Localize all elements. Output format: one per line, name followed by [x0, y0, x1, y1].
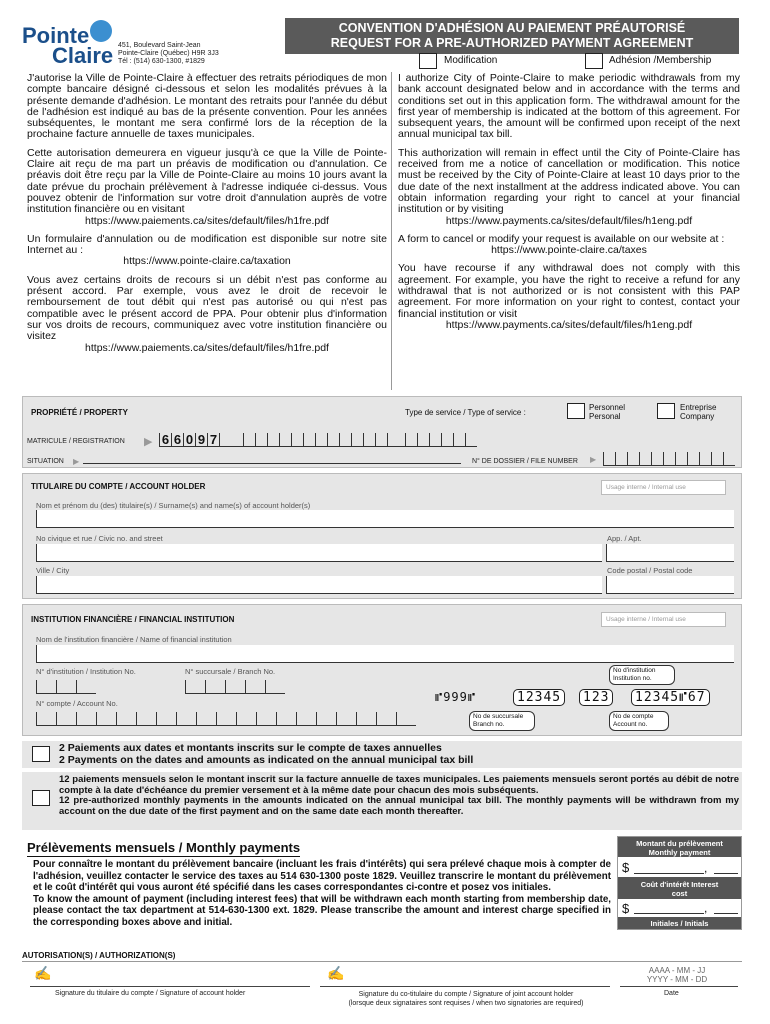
monthly-payments-text: Pour connaître le montant du prélèvement bancaire (incluant les frais d'intérêts) qui sera prélevé chaque mois à compter de l'adhésion, veuillez contacter le service des taxes au 514 630-1300 poste 1829. Veuillez transcrire le montant du prélèvement et le coût d'intérêt qui vous auront été spécifié dans les cases correspondantes ci-contre et posez vos initiales. To know the amount of payment (including interest fees) that will be withdrawn each month starting from membership date, please contact the tax department at 514-630-1300 ext. 1829. Please transcribe the amount and interest charge specified in the corresponding boxes above and initial. — [33, 859, 611, 928]
authorization-rule — [22, 961, 742, 962]
city-logo — [22, 20, 117, 66]
terms-fr-paragraph-2: Cette autorisation demeurera en vigueur jusqu'à ce que la Ville de Pointe-Claire ait reçu de ma part un préavis de modification ou d'annulation. Ce préavis doit être reçu par la Ville de Pointe-Claire au moins 10 jours avant la date prévue du prochain prélèvement à l'adresse indiquée ci-dessus. Vous pouvez obtenir de l'information sur votre droit d'annulation auprès de votre institution financière ou en visitant — [27, 146, 387, 216]
situation-label: SITUATION — [27, 458, 64, 465]
modification-label: Modification — [444, 55, 498, 66]
arrow-right-icon: ▶ — [590, 455, 597, 464]
city-input[interactable] — [36, 576, 602, 594]
terms-en-link-3[interactable]: https://www.payments.ca/sites/default/files/h1eng.pdf — [445, 318, 693, 331]
service-type-label: Type de service / Type of service : — [405, 408, 526, 417]
address-line-1: 451, Boulevard Saint-Jean — [118, 42, 201, 49]
logo-text-top: Pointe — [22, 23, 90, 48]
monthly-payments-heading: Prélèvements mensuels / Monthly payments — [27, 840, 301, 855]
terms-en-paragraph-1: I authorize City of Pointe-Claire to make periodic withdrawals from my bank account designated below and in accordance with the terms and conditions set out in this application form. The withdrawal amount for the first year of membership is indicated at the bottom of this agreement. For subsequent years, the amount will be confirmed upon receipt of the next annual municipal tax bill. — [398, 72, 740, 141]
pen-icon: ✍ — [327, 965, 345, 981]
account-no-input[interactable] — [36, 712, 416, 726]
account-holder-heading: TITULAIRE DU COMPTE / ACCOUNT HOLDER — [31, 482, 206, 491]
registration-digit: 0 — [183, 433, 195, 447]
institution-no-input[interactable] — [36, 680, 96, 694]
monthly-amount-field[interactable]: $ , — [618, 857, 741, 877]
branch-sample: 12345 — [513, 689, 565, 706]
title-fr: CONVENTION D'ADHÉSION AU PAIEMENT PRÉAUTORISÉ — [338, 21, 686, 35]
membership-label: Adhésion /Membership — [609, 55, 712, 66]
terms-fr-paragraph-4: Vous avez certains droits de recours si un débit n'est pas conforme au présent accord. Par exemple, vous avez le droit de recevoir le remboursement de tout débit qui n'est pas autorisé ou qui n'est pas compatible avec le présent accord de PPA. Pour obtenir plus d'information sur vos droits de recours, communiquez avec votre institution financière ou visitez — [27, 273, 387, 343]
joint-holder-signature-label: Signature du co-titulaire du compte / Signature of joint account holder (lorsque deux signataires sont requises / when two signatories are required) — [348, 991, 584, 1007]
institution-name-input[interactable] — [36, 645, 734, 663]
modification-checkbox[interactable] — [419, 53, 437, 69]
city-label: Ville / City — [36, 566, 70, 575]
logo-text-bottom: Claire — [52, 43, 114, 68]
terms-english — [398, 73, 740, 331]
terms-en-link-1[interactable]: https://www.payments.ca/sites/default/files/h1eng.pdf — [445, 214, 693, 227]
twelve-payments-checkbox[interactable] — [32, 790, 50, 806]
address-line-2: Pointe-Claire (Québec) H9R 3J3 — [118, 50, 219, 57]
city-address — [118, 42, 219, 66]
apt-label: App. / Apt. — [607, 534, 642, 543]
initials-field[interactable]: Initiales / Initials — [618, 917, 741, 929]
joint-holder-signature[interactable] — [320, 986, 610, 987]
account-no-label: N° compte / Account No. — [36, 699, 118, 708]
date-label: Date — [664, 990, 679, 997]
holder-names-input[interactable] — [36, 510, 734, 528]
terms-fr-paragraph-3: Un formulaire d'annulation ou de modification est disponible sur notre site Internet au : — [27, 232, 387, 257]
apt-input[interactable] — [606, 544, 734, 562]
terms-en-paragraph-4: You have recourse if any withdrawal does not comply with this agreement. For example, you have the right to receive a refund for any withdrawal that is not authorized or is not consistent with this PAP agreement. For more information on your right to contest, contact your financial institution or visit — [398, 262, 740, 320]
account-holder-signature-label: Signature du titulaire du compte / Signature of account holder — [55, 990, 246, 997]
street-input[interactable] — [36, 544, 602, 562]
registration-digit: 9 — [195, 433, 207, 447]
twelve-payments-label: 12 paiements mensuels selon le montant inscrit sur la facture annuelle de taxes municipales. Les paiements mensuels seront portés au débit de notre compte à la date d'échéance du premier versement et à la même date pour chacun des mois subséquents. 12 pre-authorized monthly payments in the amounts indicated on the annual municipal tax bill. The monthly payments will be withdrawn from my account on the due date of the first payment and on the same date each month thereafter. — [59, 774, 739, 817]
authorization-heading: AUTORISATION(S) / AUTHORIZATION(S) — [22, 951, 176, 960]
address-phone: Tél : (514) 630-1300, #1829 — [118, 58, 205, 65]
registration-digit: 6 — [171, 433, 183, 447]
date-format-hint: AAAA - MM - JJ YYYY - MM - DD — [646, 966, 708, 984]
situation-field[interactable] — [83, 463, 461, 464]
arrow-right-icon: ▶ — [73, 457, 80, 466]
institution-name-label: Nom de l'institution financière / Name of financial institution — [36, 635, 232, 644]
terms-fr-link-2[interactable]: https://www.pointe-claire.ca/taxation — [123, 255, 291, 268]
holder-names-label: Nom et prénom du (des) titulaire(s) / Surname(s) and name(s) of account holder(s) — [36, 501, 311, 510]
registration-digit: 6 — [159, 433, 171, 447]
title-en: REQUEST FOR A PRE-AUTHORIZED PAYMENT AGREEMENT — [330, 36, 694, 50]
account-holder-section — [22, 473, 742, 599]
branch-no-callout: No de succursale Branch no. — [469, 711, 535, 731]
branch-no-label: N° succursale / Branch No. — [185, 667, 276, 676]
account-sample: 12345⑈67 — [631, 689, 710, 706]
terms-en-link-2[interactable]: https://www.pointe-claire.ca/taxes — [491, 244, 647, 257]
financial-institution-section — [22, 604, 742, 736]
terms-fr-link-3[interactable]: https://www.paiements.ca/sites/default/files/h1fre.pdf — [85, 341, 329, 354]
interest-cost-field[interactable]: $ , — [618, 899, 741, 917]
street-label: No civique et rue / Civic no. and street — [36, 534, 163, 543]
terms-fr-paragraph-1: J'autorise la Ville de Pointe-Claire à effectuer des retraits périodiques de mon compte bancaire désigné ci-dessous et selon les modalités prévues à la présente demande d'adhésion. Le montant des retraits pour l'année du début de l'adhésion est indiqué au bas de la présente convention. Pour les années subséquentes, le montant me sera confirmé lors de la réception de la prochaine facture annuelle de taxes municipales. — [27, 72, 387, 141]
two-payments-label: 2 Paiements aux dates et montants inscrits sur le compte de taxes annuelles 2 Payments on the dates and amounts as indicated on the annual municipal tax bill — [59, 742, 474, 766]
membership-checkbox[interactable] — [585, 53, 603, 69]
registration-digit: 7 — [207, 433, 219, 447]
postal-code-input[interactable] — [606, 576, 734, 594]
monthly-amount-heading: Montant du prélèvement Monthly payment — [618, 837, 741, 857]
personal-checkbox[interactable] — [567, 403, 585, 419]
two-payments-checkbox[interactable] — [32, 746, 50, 762]
option-two-payments — [22, 741, 742, 768]
branch-no-input[interactable] — [185, 680, 285, 694]
internal-use-box: Usage interne / Internal use — [601, 612, 726, 627]
cheque-number-sample: ⑈999⑈ — [435, 690, 477, 704]
property-heading: PROPRIÉTÉ / PROPERTY — [31, 408, 128, 417]
terms-en-paragraph-2: This authorization will remain in effect until the City of Pointe-Claire has received from me a notice of cancellation or modification. This notice must be received by the City of Pointe-Claire at least 10 days prior to the due date of the next installment at the address indicated above. You can obtain information regarding your right to cancel at your financial institution or by visiting — [398, 146, 740, 216]
form-title — [285, 18, 739, 54]
arrow-right-icon: ▶ — [144, 436, 153, 448]
institution-no-label: N° d'institution / Institution No. — [36, 667, 136, 676]
terms-en-paragraph-3: A form to cancel or modify your request is available on our website at : — [398, 232, 725, 245]
option-twelve-payments — [22, 772, 742, 830]
account-holder-signature[interactable] — [30, 986, 310, 987]
terms-fr-link-1[interactable]: https://www.paiements.ca/sites/default/files/h1fre.pdf — [85, 214, 329, 227]
date-field[interactable] — [620, 986, 738, 987]
institution-sample: 123 — [579, 689, 613, 706]
institution-no-callout: No d'institution Institution no. — [609, 665, 675, 685]
file-number-label: N° DE DOSSIER / FILE NUMBER — [472, 458, 578, 465]
account-no-callout: No de compte Account no. — [609, 711, 669, 731]
interest-cost-heading: Coût d'intérêt Interest cost — [618, 877, 741, 899]
company-label: Entreprise Company — [680, 403, 717, 421]
terms-divider — [391, 72, 392, 390]
company-checkbox[interactable] — [657, 403, 675, 419]
internal-use-box: Usage interne / Internal use — [601, 480, 726, 495]
logo-emblem-icon — [90, 20, 112, 42]
postal-code-label: Code postal / Postal code — [607, 566, 693, 575]
file-number-field[interactable] — [603, 452, 735, 466]
monthly-side-panel — [617, 836, 742, 930]
pen-icon: ✍ — [34, 965, 52, 981]
property-section — [22, 396, 742, 468]
financial-institution-heading: INSTITUTION FINANCIÈRE / FINANCIAL INSTITUTION — [31, 615, 235, 624]
registration-label: MATRICULE / REGISTRATION — [27, 438, 125, 445]
registration-field[interactable] — [159, 433, 477, 447]
terms-french — [27, 73, 387, 354]
personal-label: Personnel Personal — [589, 403, 626, 421]
